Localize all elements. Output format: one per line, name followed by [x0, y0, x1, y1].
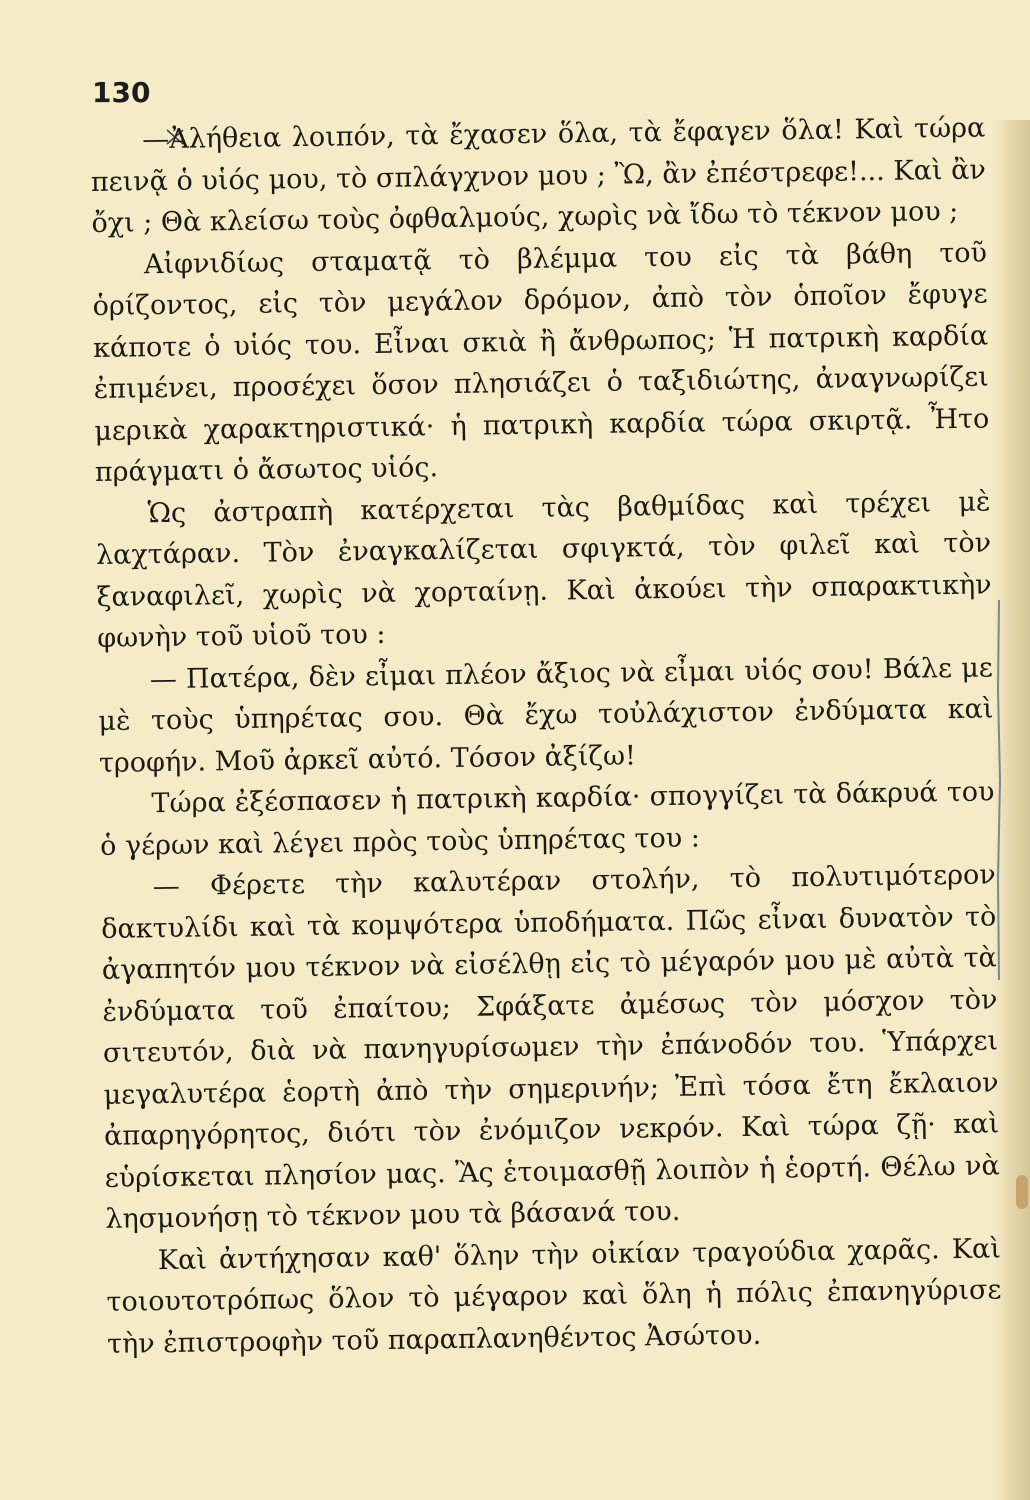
- spine-line: [996, 600, 1002, 980]
- paragraph: Αἰφνιδίως σταματᾷ τὸ βλέμμα του εἰς τὰ βάθη τοῦ ὁρίζοντος, εἰς τὸν μεγάλον δρόμον, ἀπὸ τὸν ὁποῖον ἔφυγε κάποτε ὁ υἱός του. Εἶναι σκιὰ ἢ ἄνθρωπος; Ἡ πατρικὴ καρδία ἐπιμένει, προσέχει ὅσον πλησιάζει ὁ ταξιδιώτης, ἀναγνωρίζει μερικὰ χαρακτηριστικά· ἡ πατρικὴ καρδία τώρα σκιρτᾷ. Ἦτο πράγματι ὁ ἄσωτος υἱός.: [92, 236, 990, 488]
- paragraph: Τώρα ἐξέσπασεν ἡ πατρικὴ καρδία· σπογγίζει τὰ δάκρυά του ὁ γέρων καὶ λέγει πρὸς τοὺς ὑπηρέτας του :: [99, 776, 995, 862]
- paragraph: Ὡς ἀστραπὴ κατέρχεται τὰς βαθμίδας καὶ τρέχει μὲ λαχτάραν. Τὸν ἐναγκαλίζεται σφιγκτά, τὸν φιλεῖ καὶ τὸν ξαναφιλεῖ, χωρὶς νὰ χορταίνῃ. Καὶ ἀκούει τὴν σπαρακτικὴν φωνὴν τοῦ υἱοῦ του :: [95, 485, 992, 654]
- paragraph: Καὶ ἀντήχησαν καθ' ὅλην τὴν οἰκίαν τραγούδια χαρᾶς. Καὶ τοιουτοτρόπως ὅλον τὸ μέγαρον καὶ ὅλη ἡ πόλις ἐπανηγύρισε τὴν ἐπιστροφὴν τοῦ παραπλανηθέντος Ἀσώτου.: [106, 1232, 1002, 1360]
- paragraph: — Φέρετε τὴν καλυτέραν στολήν, τὸ πολυτιμότερον δακτυλίδι καὶ τὰ κομψότερα ὑποδήματα. Πῶς εἶναι δυνατὸν τὸ ἀγαπητόν μου τέκνον νὰ εἰσέλθῃ εἰς τὸ μέγαρόν μου μὲ αὐτὰ τὰ ἐνδύματα τοῦ ἐπαίτου; Σφάξατε ἀμέσως τὸν μόσχον τὸν σιτευτόν, διὰ νὰ πανηγυρίσωμεν τὴν ἐπάνοδόν του. Ὑπάρχει μεγαλυτέρα ἑορτὴ ἀπὸ τὴν σημερινήν; Ἐπὶ τόσα ἔτη ἔκλαιον ἀπαρηγόρητος, διότι τὸν ἐνόμιζον νεκρόν. Καὶ τώρα ζῇ· καὶ εὑρίσκεται πλησίον μας. Ἂς ἑτοιμασθῇ λοιπὸν ἡ ἑορτή. Θέλω νὰ λησμονήσῃ τὸ τέκνον μου τὰ βάσανά του.: [101, 859, 1000, 1235]
- page-number: 130: [92, 76, 151, 109]
- body-text: [90, 108, 1002, 1365]
- paragraph: — Πατέρα, δὲν εἶμαι πλέον ἄξιος νὰ εἶμαι υἱός σου! Βάλε με μὲ τοὺς ὑπηρέτας σου. Θὰ ἔχω τοὐλάχιστον ἐνδύματα καὶ τροφήν. Μοῦ ἀρκεῖ αὐτό. Τόσον ἀξίζω!: [98, 651, 994, 779]
- page-blemish: [1016, 1175, 1028, 1209]
- paragraph: —Ἀλήθεια λοιπόν, τὰ ἔχασεν ὅλα, τὰ ἔφαγεν ὅλα! Καὶ τώρα πεινᾷ ὁ υἱός μου, τὸ σπλάγχνον μου ; Ὢ, ἂν ἐπέστρεφε!... Καὶ ἂν ὄχι ; Θὰ κλείσω τοὺς ὀφθαλμούς, χωρὶς νὰ ἴδω τὸ τέκνον μου ;: [90, 112, 986, 239]
